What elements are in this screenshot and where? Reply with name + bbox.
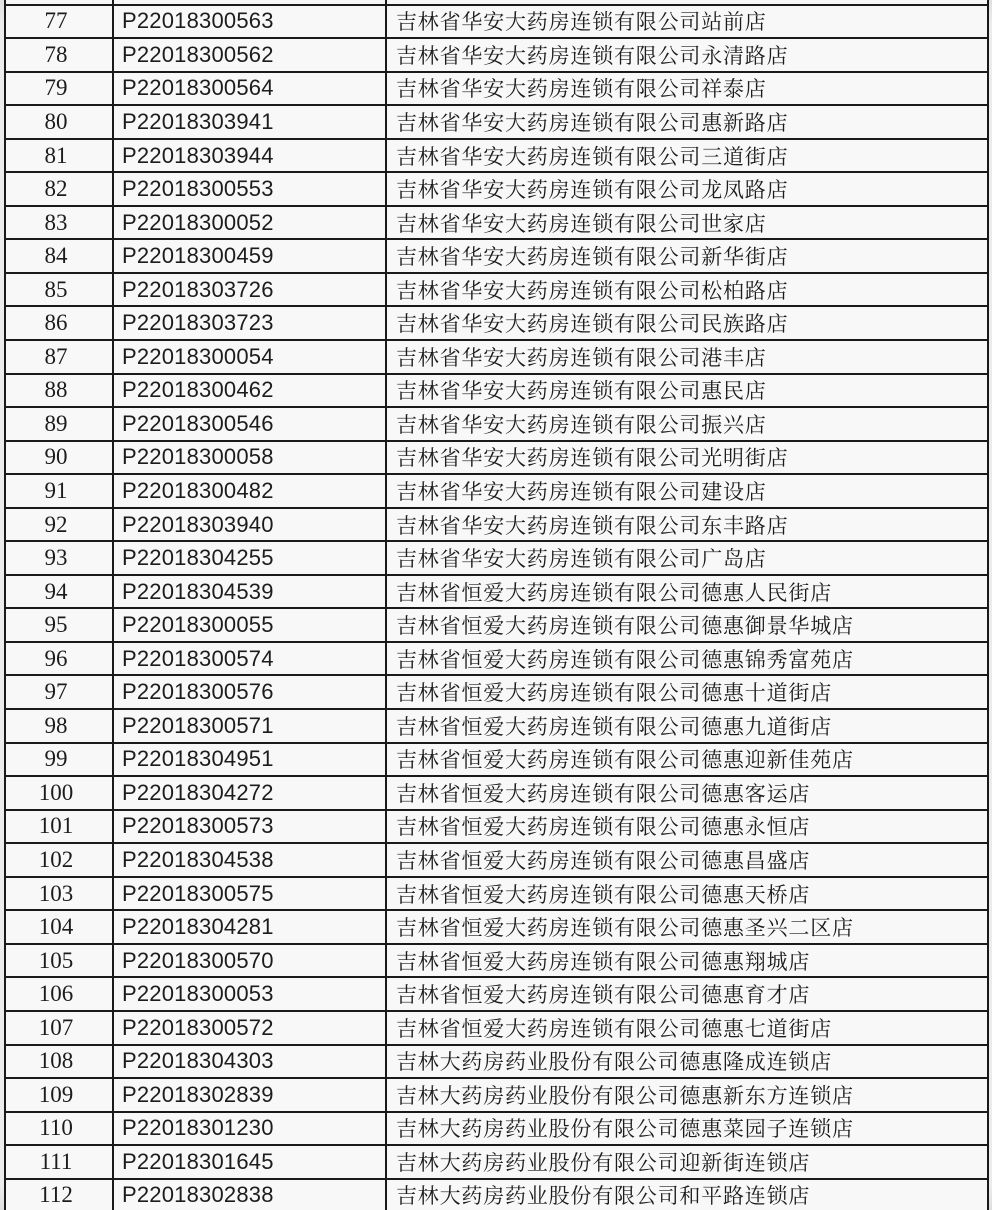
table-row [5,642,988,676]
store-name-cell: 吉林省华安大药房连锁有限公司世家店 [386,206,988,240]
row-number-cell: 78 [5,38,113,72]
table-row [5,1112,988,1146]
table-row [5,1179,988,1210]
license-code-cell: P22018304303 [113,1045,386,1079]
license-code-cell: P22018304538 [113,843,386,877]
store-name-cell: 吉林省华安大药房连锁有限公司新华街店 [386,239,988,273]
store-name-cell: 吉林省华安大药房连锁有限公司惠民店 [386,374,988,408]
row-number-cell: 89 [5,407,113,441]
store-name-cell: 吉林省华安大药房连锁有限公司民族路店 [386,306,988,340]
license-code-cell: P22018300553 [113,172,386,206]
table-row [5,374,988,408]
row-number-cell: 112 [5,1179,113,1210]
store-name-cell: 吉林省恒爱大药房连锁有限公司德惠人民街店 [386,575,988,609]
row-number-cell: 93 [5,541,113,575]
row-number-cell: 86 [5,306,113,340]
store-name-cell: 吉林大药房药业股份有限公司迎新街连锁店 [386,1145,988,1179]
store-name-cell: 吉林大药房药业股份有限公司德惠新东方连锁店 [386,1078,988,1112]
table-row [5,608,988,642]
row-number-cell: 85 [5,273,113,307]
store-name-cell: 吉林省恒爱大药房连锁有限公司德惠七道街店 [386,1011,988,1045]
store-name-cell: 吉林省恒爱大药房连锁有限公司德惠九道街店 [386,709,988,743]
store-name-cell: 吉林省华安大药房连锁有限公司惠新路店 [386,105,988,139]
row-number-cell: 107 [5,1011,113,1045]
license-code-cell: P22018304255 [113,541,386,575]
row-number-cell: 94 [5,575,113,609]
table-row [5,273,988,307]
table-row [5,1078,988,1112]
store-name-cell: 吉林省恒爱大药房连锁有限公司德惠锦秀富苑店 [386,642,988,676]
row-number-cell: 110 [5,1112,113,1146]
table-row [5,139,988,173]
table-row [5,575,988,609]
license-code-cell: P22018301645 [113,1145,386,1179]
row-number-cell: 82 [5,172,113,206]
store-name-cell: 吉林省恒爱大药房连锁有限公司德惠天桥店 [386,877,988,911]
table-row [5,843,988,877]
table-row [5,105,988,139]
store-name-cell: 吉林省恒爱大药房连锁有限公司德惠十道街店 [386,675,988,709]
store-name-cell: 吉林省华安大药房连锁有限公司站前店 [386,5,988,39]
table-row [5,340,988,374]
store-name-cell: 吉林大药房药业股份有限公司和平路连锁店 [386,1179,988,1210]
license-code-cell: P22018300573 [113,810,386,844]
row-number-cell: 111 [5,1145,113,1179]
license-code-cell: P22018302839 [113,1078,386,1112]
license-code-cell: P22018300571 [113,709,386,743]
license-code-cell: P22018300576 [113,675,386,709]
table-row [5,977,988,1011]
license-code-cell: P22018301230 [113,1112,386,1146]
row-number-cell: 102 [5,843,113,877]
license-code-cell: P22018300562 [113,38,386,72]
table-row [5,474,988,508]
license-code-cell: P22018304272 [113,776,386,810]
table-row [5,910,988,944]
row-number-cell: 105 [5,944,113,978]
table-row [5,877,988,911]
store-name-cell: 吉林省恒爱大药房连锁有限公司德惠昌盛店 [386,843,988,877]
store-name-cell: 吉林省华安大药房连锁有限公司东丰路店 [386,508,988,542]
store-name-cell: 吉林省华安大药房连锁有限公司光明街店 [386,441,988,475]
row-number-cell: 87 [5,340,113,374]
table-row [5,306,988,340]
row-number-cell: 77 [5,5,113,39]
store-name-cell: 吉林省华安大药房连锁有限公司三道街店 [386,139,988,173]
license-code-cell: P22018303726 [113,273,386,307]
row-number-cell: 109 [5,1078,113,1112]
table-row [5,944,988,978]
store-name-cell: 吉林省恒爱大药房连锁有限公司德惠育才店 [386,977,988,1011]
store-name-cell: 吉林省华安大药房连锁有限公司永清路店 [386,38,988,72]
row-number-cell: 106 [5,977,113,1011]
table-row [5,5,988,39]
table-row [5,38,988,72]
table-row [5,407,988,441]
row-number-cell: 88 [5,374,113,408]
license-code-cell: P22018303944 [113,139,386,173]
row-number-cell: 96 [5,642,113,676]
table-row [5,239,988,273]
license-code-cell: P22018300564 [113,72,386,106]
store-name-cell: 吉林省华安大药房连锁有限公司建设店 [386,474,988,508]
license-code-cell: P22018300054 [113,340,386,374]
store-name-cell: 吉林省恒爱大药房连锁有限公司德惠圣兴二区店 [386,910,988,944]
table-body [5,0,988,1210]
license-code-cell: P22018300546 [113,407,386,441]
license-code-cell: P22018300055 [113,608,386,642]
store-name-cell: 吉林省华安大药房连锁有限公司祥泰店 [386,72,988,106]
license-code-cell: P22018300575 [113,877,386,911]
table-row [5,72,988,106]
table-row [5,675,988,709]
table-row [5,541,988,575]
row-number-cell: 79 [5,72,113,106]
row-number-cell: 108 [5,1045,113,1079]
table-row [5,1145,988,1179]
table-row [5,206,988,240]
table-row [5,810,988,844]
license-code-cell: P22018300459 [113,239,386,273]
license-code-cell: P22018304951 [113,743,386,777]
license-code-cell: P22018304281 [113,910,386,944]
license-code-cell: P22018303941 [113,105,386,139]
license-code-cell: P22018300572 [113,1011,386,1045]
table-row [5,776,988,810]
row-number-cell: 95 [5,608,113,642]
license-code-cell: P22018303940 [113,508,386,542]
table-row [5,508,988,542]
license-code-cell: P22018300482 [113,474,386,508]
store-name-cell: 吉林大药房药业股份有限公司德惠隆成连锁店 [386,1045,988,1079]
table-row [5,743,988,777]
license-code-cell: P22018300462 [113,374,386,408]
store-name-cell: 吉林省恒爱大药房连锁有限公司德惠御景华城店 [386,608,988,642]
store-name-cell: 吉林省恒爱大药房连锁有限公司德惠迎新佳苑店 [386,743,988,777]
license-code-cell: P22018300058 [113,441,386,475]
store-name-cell: 吉林省恒爱大药房连锁有限公司德惠永恒店 [386,810,988,844]
license-code-cell: P22018300574 [113,642,386,676]
license-code-cell: P22018303723 [113,306,386,340]
store-name-cell: 吉林省华安大药房连锁有限公司松柏路店 [386,273,988,307]
license-code-cell: P22018300563 [113,5,386,39]
store-name-cell: 吉林省华安大药房连锁有限公司港丰店 [386,340,988,374]
license-code-cell: P22018300052 [113,206,386,240]
store-name-cell: 吉林省华安大药房连锁有限公司振兴店 [386,407,988,441]
table-row [5,1045,988,1079]
store-name-cell: 吉林大药房药业股份有限公司德惠菜园子连锁店 [386,1112,988,1146]
store-name-cell: 吉林省恒爱大药房连锁有限公司德惠翔城店 [386,944,988,978]
row-number-cell: 91 [5,474,113,508]
row-number-cell: 101 [5,810,113,844]
license-code-cell: P22018304539 [113,575,386,609]
row-number-cell: 99 [5,743,113,777]
row-number-cell: 103 [5,877,113,911]
pharmacy-registry-table [4,0,989,1210]
row-number-cell: 90 [5,441,113,475]
store-name-cell: 吉林省华安大药房连锁有限公司广岛店 [386,541,988,575]
table-row [5,1011,988,1045]
row-number-cell: 100 [5,776,113,810]
store-name-cell: 吉林省华安大药房连锁有限公司龙凤路店 [386,172,988,206]
license-code-cell: P22018300570 [113,944,386,978]
row-number-cell: 80 [5,105,113,139]
row-number-cell: 83 [5,206,113,240]
row-number-cell: 81 [5,139,113,173]
table-row [5,441,988,475]
row-number-cell: 97 [5,675,113,709]
table-row [5,709,988,743]
row-number-cell: 98 [5,709,113,743]
license-code-cell: P22018300053 [113,977,386,1011]
row-number-cell: 84 [5,239,113,273]
table-row [5,172,988,206]
row-number-cell: 92 [5,508,113,542]
license-code-cell: P22018302838 [113,1179,386,1210]
row-number-cell: 104 [5,910,113,944]
store-name-cell: 吉林省恒爱大药房连锁有限公司德惠客运店 [386,776,988,810]
